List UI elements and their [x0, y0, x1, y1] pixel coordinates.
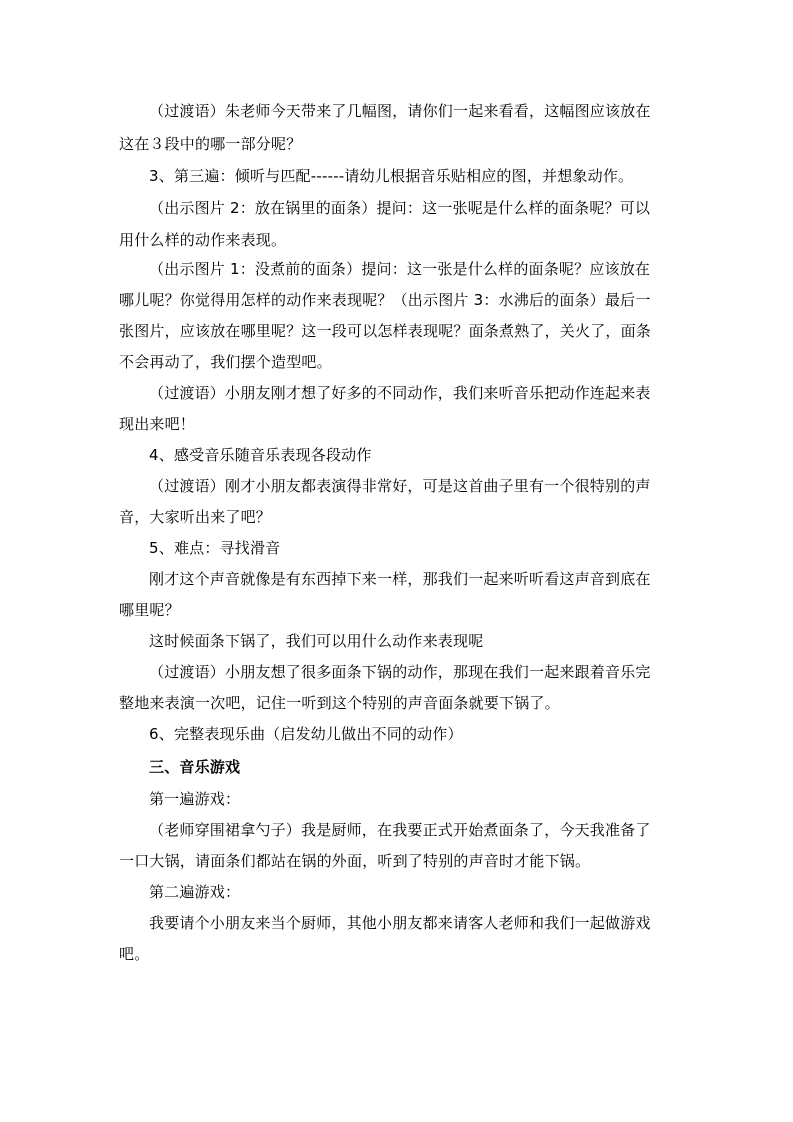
paragraph-line: 我要请个小朋友来当个厨师，其他小朋友都来请客人老师和我们一起做游戏 [149, 914, 651, 932]
paragraph-line: 哪儿呢？你觉得用怎样的动作来表现呢？（出示图片 3：水沸后的面条）最后一 [119, 291, 651, 309]
section-heading: 4、感受音乐随音乐表现各段动作 [149, 446, 372, 464]
paragraph-line: （老师穿围裙拿勺子）我是厨师，在我要正式开始煮面条了，今天我准备了 [149, 821, 651, 839]
paragraph-line: 一口大锅，请面条们都站在锅的外面，听到了特别的声音时才能下锅。 [119, 852, 591, 870]
paragraph-line: （过渡语）朱老师今天带来了几幅图，请你们一起来看看，这幅图应该放在 [149, 102, 651, 120]
paragraph-line: 现出来吧！ [119, 415, 196, 433]
paragraph-line: 第一遍游戏： [149, 790, 241, 808]
section-heading: 5、难点：寻找滑音 [149, 539, 281, 557]
paragraph-line: 用什么样的动作来表现。 [119, 231, 287, 249]
section-heading: 6、完整表现乐曲（启发幼儿做出不同的动作） [149, 725, 463, 743]
paragraph-line: 第二遍游戏： [149, 883, 241, 901]
paragraph-line: 张图片，应该放在哪里呢？这一段可以怎样表现呢？面条煮熟了，关火了，面条 [119, 322, 652, 340]
paragraph-line: （出示图片 2：放在锅里的面条）提问：这一张呢是什么样的面条呢？可以 [149, 199, 651, 217]
paragraph-line: 不会再动了，我们摆个造型吧。 [119, 353, 332, 371]
paragraph-line: （过渡语）小朋友想了很多面条下锅的动作，那现在我们一起来跟着音乐完 [149, 663, 651, 681]
paragraph-line: 这时候面条下锅了，我们可以用什么动作来表现呢 [149, 632, 484, 650]
paragraph-line: 整地来表演一次吧，记住一听到这个特别的声音面条就要下锅了。 [119, 694, 560, 712]
paragraph-line: 这在３段中的哪一部分呢？ [119, 135, 302, 153]
paragraph-line: 音，大家听出来了吧？ [119, 508, 272, 526]
section-title-music-game: 三、音乐游戏 [149, 758, 241, 776]
paragraph-line: 3、第三遍：倾听与匹配------请幼儿根据音乐贴相应的图，并想象动作。 [149, 167, 634, 185]
paragraph-line: 刚才这个声音就像是有东西掉下来一样，那我们一起来听听看这声音到底在 [149, 570, 651, 588]
paragraph-line: 吧。 [119, 945, 150, 963]
paragraph-line: （出示图片 1：没煮前的面条）提问：这一张是什么样的面条呢？应该放在 [149, 260, 651, 278]
paragraph-line: 哪里呢？ [119, 601, 180, 619]
paragraph-line: （过渡语）小朋友刚才想了好多的不同动作，我们来听音乐把动作连起来表 [149, 384, 651, 402]
paragraph-line: （过渡语）刚才小朋友都表演得非常好，可是这首曲子里有一个很特别的声 [149, 477, 651, 495]
